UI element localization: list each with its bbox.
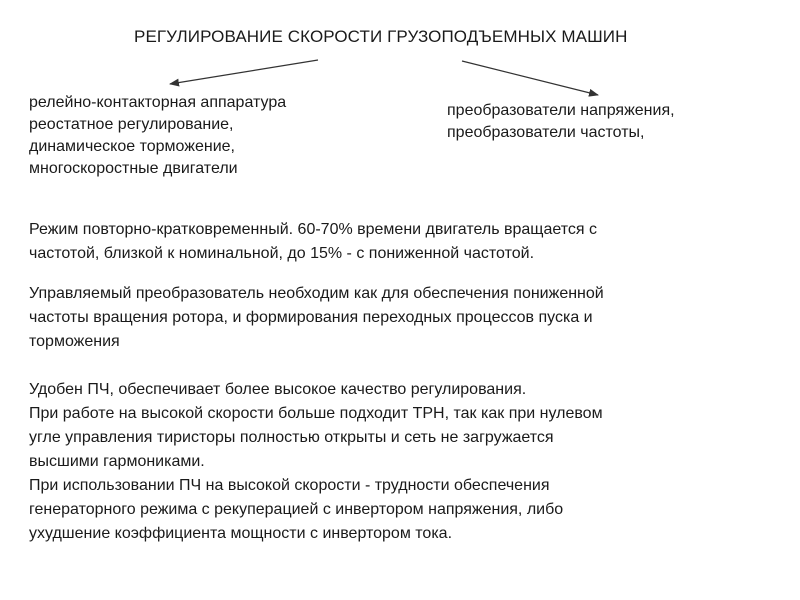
paragraph-line: угле управления тиристоры полностью открыты и сеть не загружается <box>29 429 554 446</box>
right-arrow <box>462 61 598 95</box>
left-arrow <box>170 60 318 84</box>
paragraph-line: Режим повторно-кратковременный. 60-70% времени двигатель вращается с <box>29 221 597 238</box>
paragraph-line: частоты вращения ротора, и формирования переходных процессов пуска и <box>29 309 593 326</box>
left-list-item: многоскоростные двигатели <box>29 160 238 177</box>
left-list <box>29 92 286 180</box>
right-list <box>447 100 675 144</box>
paragraph-operating-mode <box>29 218 769 266</box>
paragraph-line: При работе на высокой скорости больше подходит ТРН, так как при нулевом <box>29 405 603 422</box>
paragraph-comparison <box>29 378 769 546</box>
right-list-item: преобразователи частоты, <box>447 124 645 141</box>
page-title: РЕГУЛИРОВАНИЕ СКОРОСТИ ГРУЗОПОДЪЕМНЫХ МАШИН <box>134 27 628 46</box>
left-list-item: динамическое торможение, <box>29 138 235 155</box>
paragraph-line: высшими гармониками. <box>29 453 205 470</box>
left-list-item: реостатное регулирование, <box>29 116 234 133</box>
paragraph-line: частотой, близкой к номинальной, до 15% - с пониженной частотой. <box>29 245 535 262</box>
paragraph-converter <box>29 282 769 354</box>
left-list-item: релейно-контакторная аппаратура <box>29 94 287 111</box>
paragraph-line: генераторного режима с рекуперацией с инвертором напряжения, либо <box>29 501 564 518</box>
paragraph-line: торможения <box>29 333 120 350</box>
right-list-item: преобразователи напряжения, <box>447 102 675 119</box>
paragraph-line: Удобен ПЧ, обеспечивает более высокое качество регулирования. <box>29 381 527 398</box>
paragraph-line: При использовании ПЧ на высокой скорости - трудности обеспечения <box>29 477 550 494</box>
paragraph-line: Управляемый преобразователь необходим как для обеспечения пониженной <box>29 285 604 302</box>
paragraph-line: ухудшение коэффициента мощности с инвертором тока. <box>29 525 453 542</box>
